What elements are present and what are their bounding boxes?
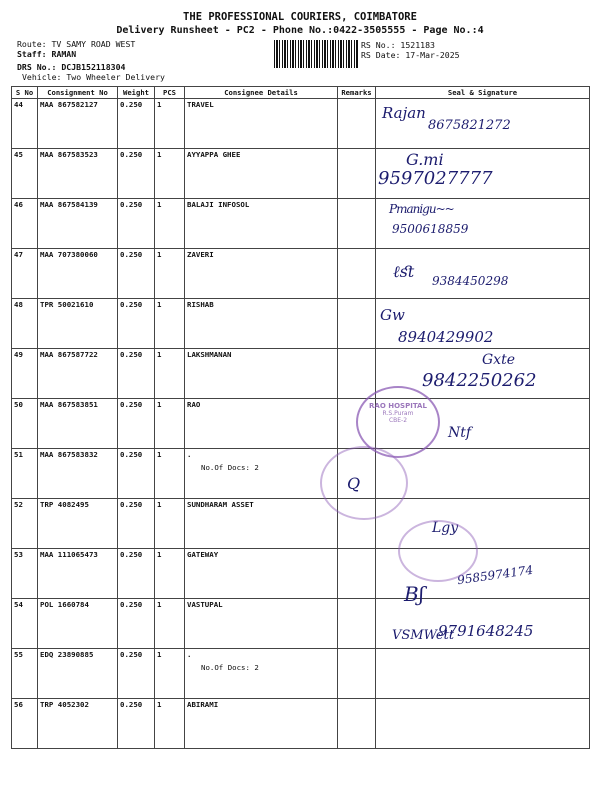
drs-label: DRS No.: bbox=[17, 62, 57, 72]
cell-remarks bbox=[338, 649, 376, 699]
cell-consignment: TRP 4082495 bbox=[38, 499, 118, 549]
handwriting: Rajan bbox=[382, 104, 426, 122]
cell-sno: 47 bbox=[12, 249, 38, 299]
cell-pcs: 1 bbox=[155, 699, 185, 749]
cell-sno: 46 bbox=[12, 199, 38, 249]
cell-consignment: MAA 111065473 bbox=[38, 549, 118, 599]
cell-weight: 0.250 bbox=[118, 99, 155, 149]
cell-consignee bbox=[185, 349, 338, 399]
handwriting: 9384450298 bbox=[432, 274, 509, 288]
table-header-row bbox=[12, 87, 590, 99]
cell-consignment: EDQ 23890885 bbox=[38, 649, 118, 699]
cell-remarks bbox=[338, 199, 376, 249]
table-row bbox=[12, 399, 590, 449]
cell-weight: 0.250 bbox=[118, 149, 155, 199]
cell-pcs: 1 bbox=[155, 549, 185, 599]
staff-label: Staff: bbox=[17, 49, 47, 59]
col-sno: S No bbox=[12, 87, 38, 99]
cell-pcs: 1 bbox=[155, 199, 185, 249]
cell-pcs: 1 bbox=[155, 249, 185, 299]
cell-consignee bbox=[185, 199, 338, 249]
cell-sno: 55 bbox=[12, 649, 38, 699]
docs-count: No.Of Docs: 2 bbox=[201, 463, 259, 472]
cell-remarks bbox=[338, 99, 376, 149]
cell-consignee bbox=[185, 299, 338, 349]
consignee-name: RISHAB bbox=[187, 300, 214, 309]
cell-consignee bbox=[185, 149, 338, 199]
cell-consignee bbox=[185, 399, 338, 449]
consignee-name: . bbox=[187, 450, 192, 459]
signature-image: Bʃ bbox=[404, 582, 425, 606]
consignee-name: AYYAPPA GHEE bbox=[187, 150, 241, 159]
cell-pcs: 1 bbox=[155, 349, 185, 399]
cell-weight: 0.250 bbox=[118, 499, 155, 549]
cell-sno: 51 bbox=[12, 449, 38, 499]
runsheet-subtitle: Delivery Runsheet - PC2 - Phone No.:0422-3505555 - Page No.:4 bbox=[116, 25, 484, 36]
cell-consignee bbox=[185, 549, 338, 599]
cell-weight: 0.250 bbox=[118, 399, 155, 449]
cell-weight: 0.250 bbox=[118, 299, 155, 349]
col-remarks: Remarks bbox=[338, 87, 376, 99]
round-stamp bbox=[398, 520, 478, 582]
cell-consignee bbox=[185, 99, 338, 149]
table-row bbox=[12, 499, 590, 549]
vehicle-text: Vehicle: Two Wheeler Delivery bbox=[22, 72, 165, 82]
consignee-name: LAKSHMANAN bbox=[187, 350, 232, 359]
cell-consignment: MAA 867583523 bbox=[38, 149, 118, 199]
cell-consignment: TPR 50021610 bbox=[38, 299, 118, 349]
signature-image: Pmanigu~~ bbox=[389, 202, 454, 216]
cell-pcs: 1 bbox=[155, 99, 185, 149]
docs-count: No.Of Docs: 2 bbox=[201, 663, 259, 672]
cell-consignee bbox=[185, 449, 338, 499]
cell-remarks bbox=[338, 699, 376, 749]
handwriting: 9791648245 bbox=[438, 622, 534, 640]
cell-weight: 0.250 bbox=[118, 699, 155, 749]
consignee-name: . bbox=[187, 650, 192, 659]
cell-consignment: MAA 867582127 bbox=[38, 99, 118, 149]
table-row bbox=[12, 649, 590, 699]
rs-date: RS Date: 17-Mar-2025 bbox=[361, 50, 460, 60]
consignee-name: GATEWAY bbox=[187, 550, 219, 559]
signature-image: Q bbox=[347, 474, 361, 493]
cell-consignment: MAA 867583851 bbox=[38, 399, 118, 449]
col-consignee: Consignee Details bbox=[185, 87, 338, 99]
drs-value: DCJB152118304 bbox=[61, 62, 126, 72]
handwriting: 9842250262 bbox=[422, 370, 537, 391]
route-text: Route: TV SAMY ROAD WEST bbox=[17, 39, 136, 49]
signature-image: Gxte bbox=[482, 352, 515, 368]
cell-remarks bbox=[338, 349, 376, 399]
cell-consignment: MAA 867584139 bbox=[38, 199, 118, 249]
signature-image: VSMWett bbox=[392, 628, 455, 643]
table-row bbox=[12, 199, 590, 249]
cell-remarks bbox=[338, 249, 376, 299]
cell-weight: 0.250 bbox=[118, 249, 155, 299]
cell-weight: 0.250 bbox=[118, 449, 155, 499]
cell-sno: 54 bbox=[12, 599, 38, 649]
consignee-name: TRAVEL bbox=[187, 100, 214, 109]
cell-sno: 49 bbox=[12, 349, 38, 399]
cell-pcs: 1 bbox=[155, 599, 185, 649]
col-signature: Seal & Signature bbox=[376, 87, 590, 99]
cell-signature bbox=[376, 649, 590, 699]
hospital-stamp: RAO HOSPITAL R.S.Puram CBE-2 bbox=[356, 386, 440, 458]
consignee-name: VASTUPAL bbox=[187, 600, 223, 609]
handwriting: 8675821272 bbox=[428, 118, 511, 133]
col-consignment: Consignment No bbox=[38, 87, 118, 99]
staff-line bbox=[17, 49, 76, 59]
cell-pcs: 1 bbox=[155, 449, 185, 499]
cell-weight: 0.250 bbox=[118, 199, 155, 249]
cell-consignee bbox=[185, 649, 338, 699]
cell-sno: 44 bbox=[12, 99, 38, 149]
cell-pcs: 1 bbox=[155, 149, 185, 199]
cell-weight: 0.250 bbox=[118, 549, 155, 599]
company-title: THE PROFESSIONAL COURIERS, COIMBATORE bbox=[183, 11, 417, 23]
table-row bbox=[12, 699, 590, 749]
cell-remarks bbox=[338, 599, 376, 649]
cell-remarks bbox=[338, 149, 376, 199]
cell-weight: 0.250 bbox=[118, 599, 155, 649]
handwriting: 9585974174 bbox=[456, 562, 534, 588]
cell-pcs: 1 bbox=[155, 649, 185, 699]
cell-consignee bbox=[185, 499, 338, 549]
runsheet-table bbox=[11, 86, 590, 749]
signature-image: Ntf bbox=[448, 425, 472, 441]
col-pcs: PCS bbox=[155, 87, 185, 99]
consignee-name: SUNDHARAM ASSET bbox=[187, 500, 254, 509]
cell-consignee bbox=[185, 699, 338, 749]
table-row bbox=[12, 149, 590, 199]
cell-sno: 52 bbox=[12, 499, 38, 549]
consignee-name: ABIRAMI bbox=[187, 700, 219, 709]
cell-pcs: 1 bbox=[155, 499, 185, 549]
cell-sno: 45 bbox=[12, 149, 38, 199]
cell-sno: 48 bbox=[12, 299, 38, 349]
staff-value: RAMAN bbox=[51, 49, 77, 59]
table-row bbox=[12, 449, 590, 499]
handwriting: G.mi bbox=[406, 150, 444, 169]
cell-consignment: MAA 707380060 bbox=[38, 249, 118, 299]
cell-weight: 0.250 bbox=[118, 649, 155, 699]
table-row bbox=[12, 299, 590, 349]
barcode bbox=[274, 40, 358, 68]
cell-consignee bbox=[185, 249, 338, 299]
round-stamp bbox=[320, 446, 408, 520]
consignee-name: BALAJI INFOSOL bbox=[187, 200, 250, 209]
cell-consignment: MAA 867587722 bbox=[38, 349, 118, 399]
handwriting: 8940429902 bbox=[398, 328, 494, 346]
cell-consignment: MAA 867583832 bbox=[38, 449, 118, 499]
handwriting: 9597027777 bbox=[378, 168, 493, 189]
cell-signature bbox=[376, 699, 590, 749]
cell-weight: 0.250 bbox=[118, 349, 155, 399]
cell-sno: 50 bbox=[12, 399, 38, 449]
rs-number: RS No.: 1521183 bbox=[361, 40, 435, 50]
col-weight: Weight bbox=[118, 87, 155, 99]
cell-remarks bbox=[338, 549, 376, 599]
cell-pcs: 1 bbox=[155, 399, 185, 449]
cell-pcs: 1 bbox=[155, 299, 185, 349]
handwriting: 9500618859 bbox=[392, 222, 469, 236]
drs-line bbox=[17, 62, 125, 72]
cell-consignment: TRP 4052302 bbox=[38, 699, 118, 749]
consignee-name: ZAVERI bbox=[187, 250, 214, 259]
signature-image: Lgy bbox=[432, 520, 459, 536]
cell-consignee bbox=[185, 599, 338, 649]
signature-image: Gw bbox=[380, 306, 405, 324]
signature-image: ℓﬆ bbox=[393, 262, 415, 281]
consignee-name: RAO bbox=[187, 400, 201, 409]
cell-sno: 56 bbox=[12, 699, 38, 749]
cell-consignment: POL 1660784 bbox=[38, 599, 118, 649]
cell-remarks bbox=[338, 299, 376, 349]
cell-sno: 53 bbox=[12, 549, 38, 599]
